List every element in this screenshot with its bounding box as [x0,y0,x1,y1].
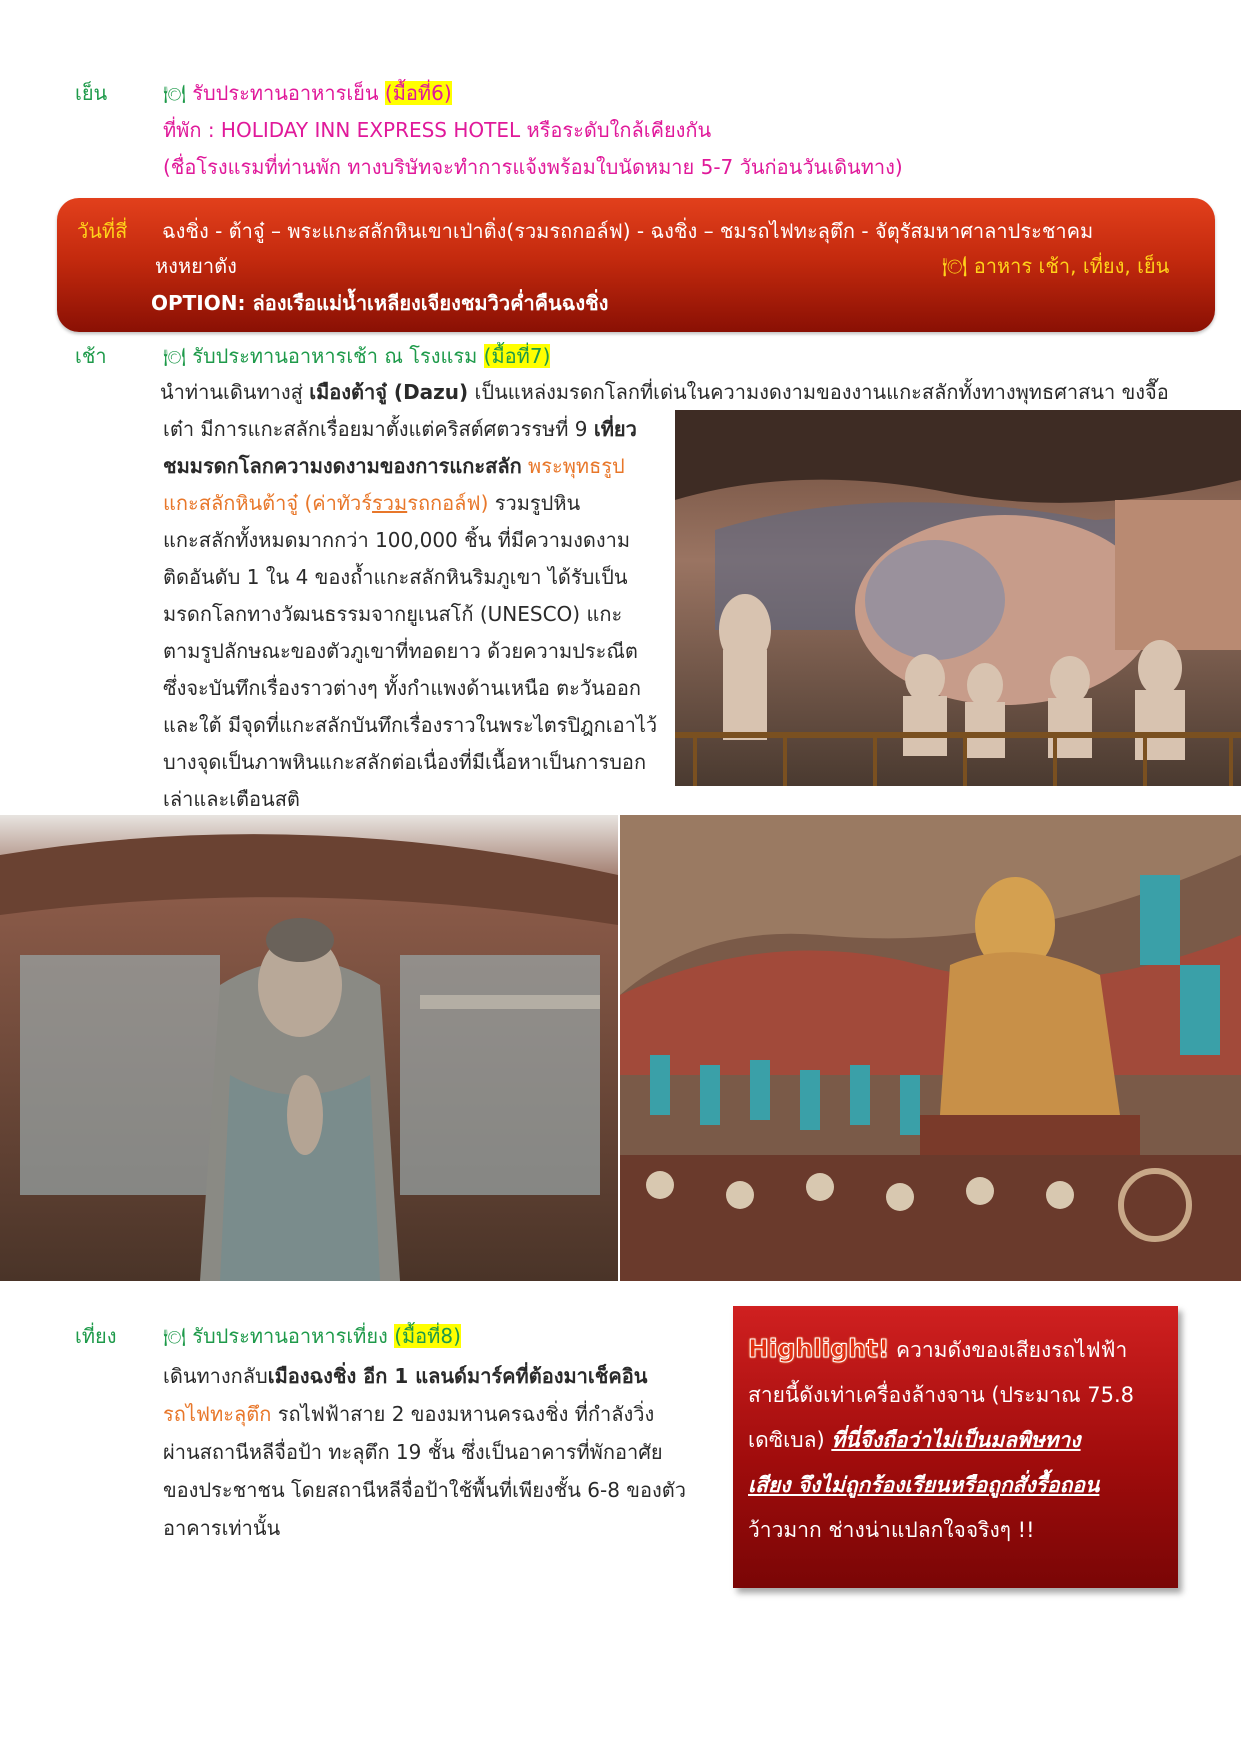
lunch-line-3: ผ่านสถานีหลีจื่อป้า ทะลุตึก 19 ชั้น ซึ่งเป็นอาคารที่พักอาศัย [163,1440,663,1464]
highlight-title: Highlight! [748,1334,890,1363]
dazu-line-4: แกะสลักหินต้าจู๋ (ค่าทัวร์รวมรถกอล์ฟ) รวมรูปหิน [163,491,581,515]
highlight-box [733,1306,1178,1588]
highlight-line-5: ว้าวมาก ช่างน่าแปลกใจจริงๆ !! [748,1518,1035,1542]
highlight-line-3: เดซิเบล) ที่นี่จึงถือว่าไม่เป็นมลพิษทาง [748,1428,1081,1452]
time-label-lunch: เที่ยง [75,1324,117,1348]
highlight-line-4: เสียง จึงไม่ถูกร้องเรียนหรือถูกสั่งรื้อถอน [748,1473,1100,1497]
dazu-paragraph [163,411,658,818]
dinner-meal-text: รับประทานอาหารเย็น [192,81,379,105]
lunch-line-5: อาคารเท่านั้น [163,1516,281,1540]
breakfast-meal-text: รับประทานอาหารเช้า ณ โรงแรม [192,344,478,368]
lunch-paragraph [163,1357,686,1547]
lunch-line-4: ของประชาชน โดยสถานีหลีจื่อป้าใช้พื้นที่เพียงชั้น 6-8 ของตัว [163,1478,686,1502]
dazu-line-3: ชมมรดกโลกความงดงามของการแกะสลัก พระพุทธรูป [163,454,625,478]
hotel-note: (ชื่อโรงแรมที่ท่านพัก ทางบริษัทจะทำการแจ้งพร้อมใบนัดหมาย 5-7 วันก่อนวันเดินทาง) [163,155,903,179]
dazu-line-1: นำท่านเดินทางสู่ เมืองต้าจู๋ (Dazu) เป็นแหล่งมรดกโลกที่เด่นในความงดงามของงานแกะสลักทั้งทางพุทธศาสนา ขงจื๊อ [160,380,1169,404]
time-label-breakfast: เช้า [75,344,107,368]
lunch-line-2: รถไฟทะลุตึก รถไฟฟ้าสาย 2 ของมหานครฉงชิ่ง ที่กำลังวิ่ง [163,1402,655,1426]
time-label-dinner: เย็น [75,81,108,105]
lunch-line-1: เดินทางกลับเมืองฉงชิ่ง อีก 1 แลนด์มาร์คที่ต้องมาเช็คอิน [163,1364,648,1388]
photo-painted-carvings [620,815,1241,1281]
dazu-line-9: ซึ่งจะบันทึกเรื่องราวต่างๆ ทั้งกำแพงด้านเหนือ ตะวันออก [163,676,641,700]
banner-meals [942,250,1169,282]
banner-option: OPTION: ล่องเรือแม่น้ำเหลียงเจียงชมวิวค่ำคืนฉงชิ่ง [151,291,609,315]
breakfast-meal-number: (มื้อที่7) [483,344,551,368]
meal-icon: 🍽 [163,84,186,105]
meal-icon: 🍽 [942,254,968,278]
dazu-line-8: ตามรูปลักษณะของตัวภูเขาที่ทอดยาว ด้วยความประณีต [163,639,638,663]
photo-reclining-buddha [675,410,1241,786]
banner-meals-text: อาหาร เช้า, เที่ยง, เย็น [973,254,1170,278]
dinner-meal-line [163,75,452,113]
dazu-line-6: ติดอันดับ 1 ใน 4 ของถ้ำแกะสลักหินริมภูเขา ได้รับเป็น [163,565,628,589]
dazu-line-12: เล่าและเตือนสติ [163,787,300,811]
dazu-line-11: บางจุดเป็นภาพหินแกะสลักต่อเนื่องที่มีเนื้อหาเป็นการบอก [163,750,647,774]
photo-buddha-statue [0,815,618,1281]
lunch-meal-line [163,1318,461,1356]
highlight-line-1: ความดังของเสียงรถไฟฟ้า [889,1338,1128,1362]
route-line-1: ฉงชิ่ง - ต้าจู๋ – พระแกะสลักหินเขาเป่าติ่ง(รวมรถกอล์ฟ) - ฉงชิ่ง – ชมรถไฟทะลุตึก - จัตุรัสมหาศาลาประชาคม [162,219,1094,243]
hotel-line: ที่พัก : HOLIDAY INN EXPRESS HOTEL หรือระดับใกล้เคียงกัน [163,118,712,142]
meal-icon: 🍽 [163,1327,186,1348]
dazu-line-10: และใต้ มีจุดที่แกะสลักบันทึกเรื่องราวในพระไตรปิฎกเอาไว้ [163,713,658,737]
lunch-meal-text: รับประทานอาหารเที่ยง [192,1324,388,1348]
day-label: วันที่สี่ [77,219,128,243]
dazu-line-5: แกะสลักทั้งหมดมากกว่า 100,000 ชิ้น ที่มีความงดงาม [163,528,631,552]
dazu-line-7: มรดกโลกทางวัฒนธรรมจากยูเนสโก้ (UNESCO) แกะ [163,602,623,626]
highlight-line-2: สายนี้ดังเท่าเครื่องล้างจาน (ประมาณ 75.8 [748,1383,1135,1407]
lunch-meal-number: (มื้อที่8) [394,1324,461,1348]
meal-icon: 🍽 [163,347,186,368]
dinner-meal-number: (มื้อที่6) [384,81,452,105]
highlight-text [748,1326,1168,1553]
breakfast-meal-line [163,338,550,376]
route-line-2: หงหยาตัง [155,254,237,278]
day-banner [57,198,1215,332]
dazu-line-2: เต๋า มีการแกะสลักเรื่อยมาตั้งแต่คริสต์ศตวรรษที่ 9 เที่ยว [163,417,637,441]
